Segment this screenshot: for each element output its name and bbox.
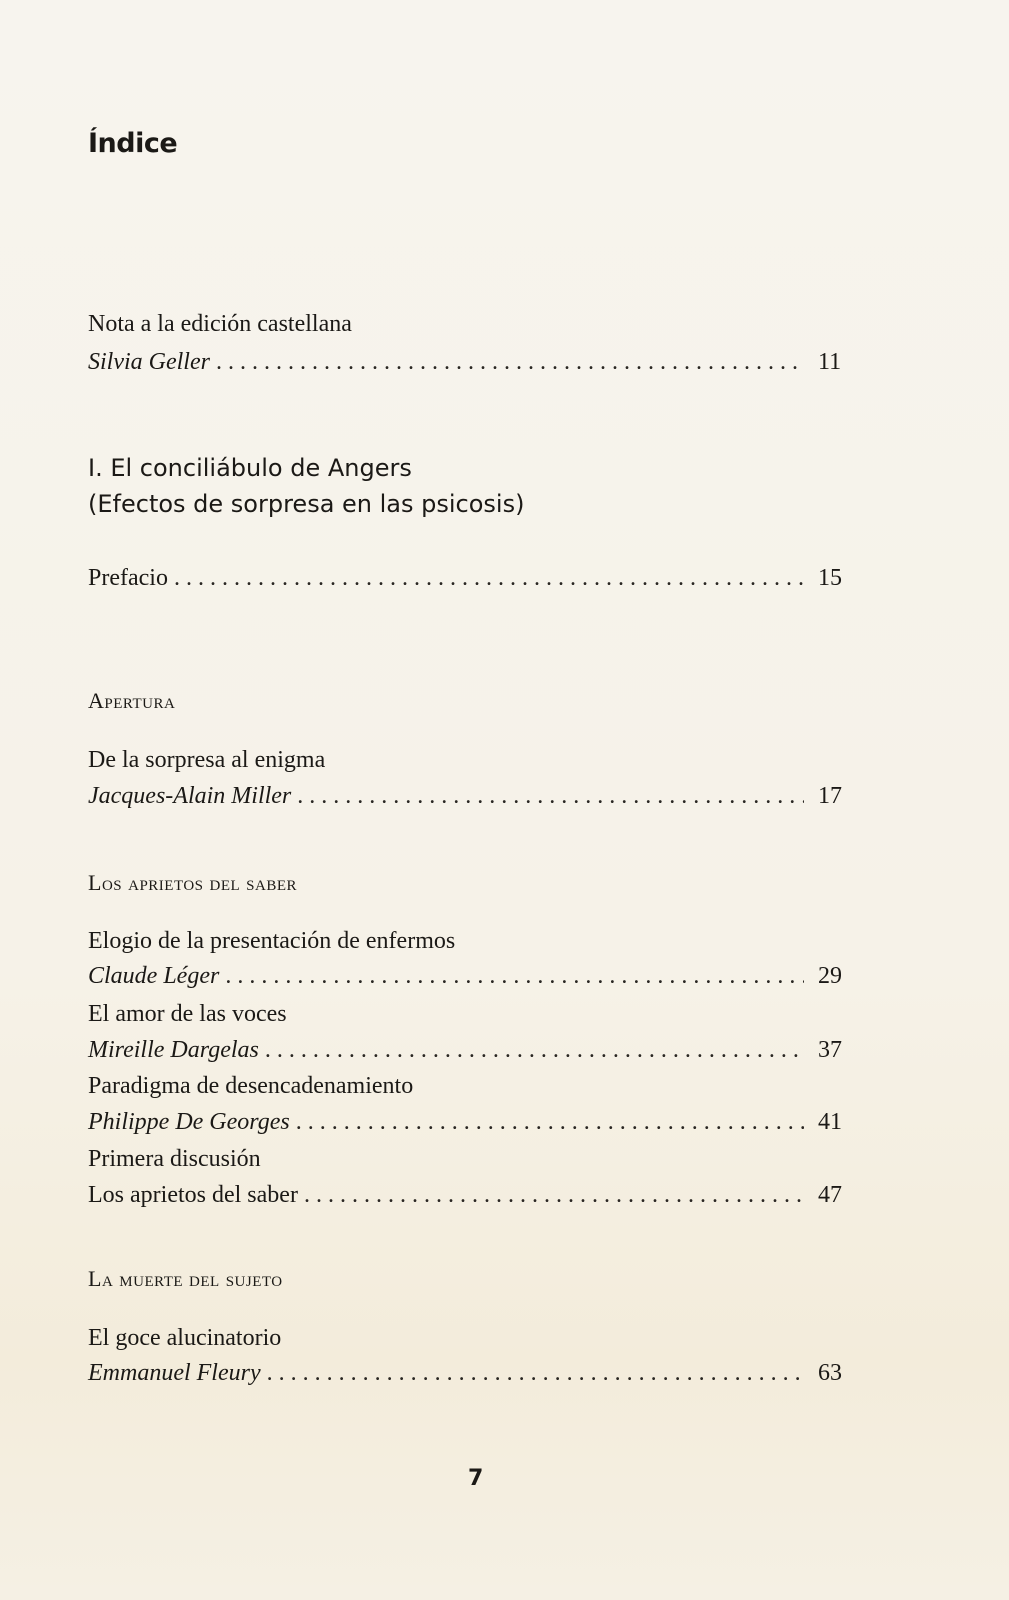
toc-page-number: 17 [818, 783, 842, 809]
leader-dots [304, 1179, 804, 1211]
toc-entry-muerte[interactable] [88, 1357, 858, 1389]
toc-page-number: 29 [818, 963, 842, 989]
toc-page-number: 47 [818, 1182, 842, 1208]
toc-subtitle: Los aprietos del saber [88, 1182, 298, 1208]
toc-entry-prefacio[interactable] [88, 562, 858, 594]
leader-dots [174, 562, 804, 594]
toc-entry[interactable] [88, 1034, 858, 1066]
part-title-line2: (Efectos de sorpresa en las psicosis) [88, 490, 525, 518]
toc-title-nota: Nota a la edición castellana [88, 311, 352, 337]
toc-title: Elogio de la presentación de enfermos [88, 928, 456, 954]
toc-title: El goce alucinatorio [88, 1325, 282, 1351]
section-heading-apertura: Apertura [88, 688, 176, 713]
toc-page-number: 11 [818, 349, 842, 375]
leader-dots [267, 1357, 804, 1389]
toc-page-number: 63 [818, 1360, 842, 1386]
toc-entry[interactable] [88, 960, 858, 992]
toc-author: Claude Léger [88, 963, 220, 989]
leader-dots [296, 1106, 804, 1138]
part-title-line1: I. El conciliábulo de Angers [88, 454, 412, 482]
toc-title: De la sorpresa al enigma [88, 747, 326, 773]
toc-author: Mireille Dargelas [88, 1037, 259, 1063]
toc-entry[interactable] [88, 1106, 858, 1138]
section-heading-muerte: La muerte del sujeto [88, 1266, 283, 1291]
page-number: 7 [468, 1466, 484, 1491]
toc-title: Paradigma de desencadenamiento [88, 1073, 414, 1099]
toc-author: Philippe De Georges [88, 1109, 290, 1135]
toc-author: Jacques-Alain Miller [88, 783, 292, 809]
toc-title: Primera discusión [88, 1146, 261, 1172]
section-heading-aprietos: Los aprietos del saber [88, 870, 298, 895]
toc-entry-apertura[interactable] [88, 780, 858, 812]
toc-page-number: 37 [818, 1037, 842, 1063]
leader-dots [216, 346, 804, 378]
toc-page-number: 15 [818, 565, 842, 591]
index-heading: Índice [88, 128, 178, 159]
toc-author: Emmanuel Fleury [88, 1360, 261, 1386]
toc-entry[interactable] [88, 1179, 858, 1211]
toc-title: El amor de las voces [88, 1001, 287, 1027]
toc-author: Silvia Geller [88, 349, 210, 375]
toc-title: Prefacio [88, 565, 168, 591]
leader-dots [265, 1034, 804, 1066]
leader-dots [225, 960, 804, 992]
toc-page-number: 41 [818, 1109, 842, 1135]
toc-entry-nota[interactable] [88, 346, 858, 378]
leader-dots [297, 780, 804, 812]
